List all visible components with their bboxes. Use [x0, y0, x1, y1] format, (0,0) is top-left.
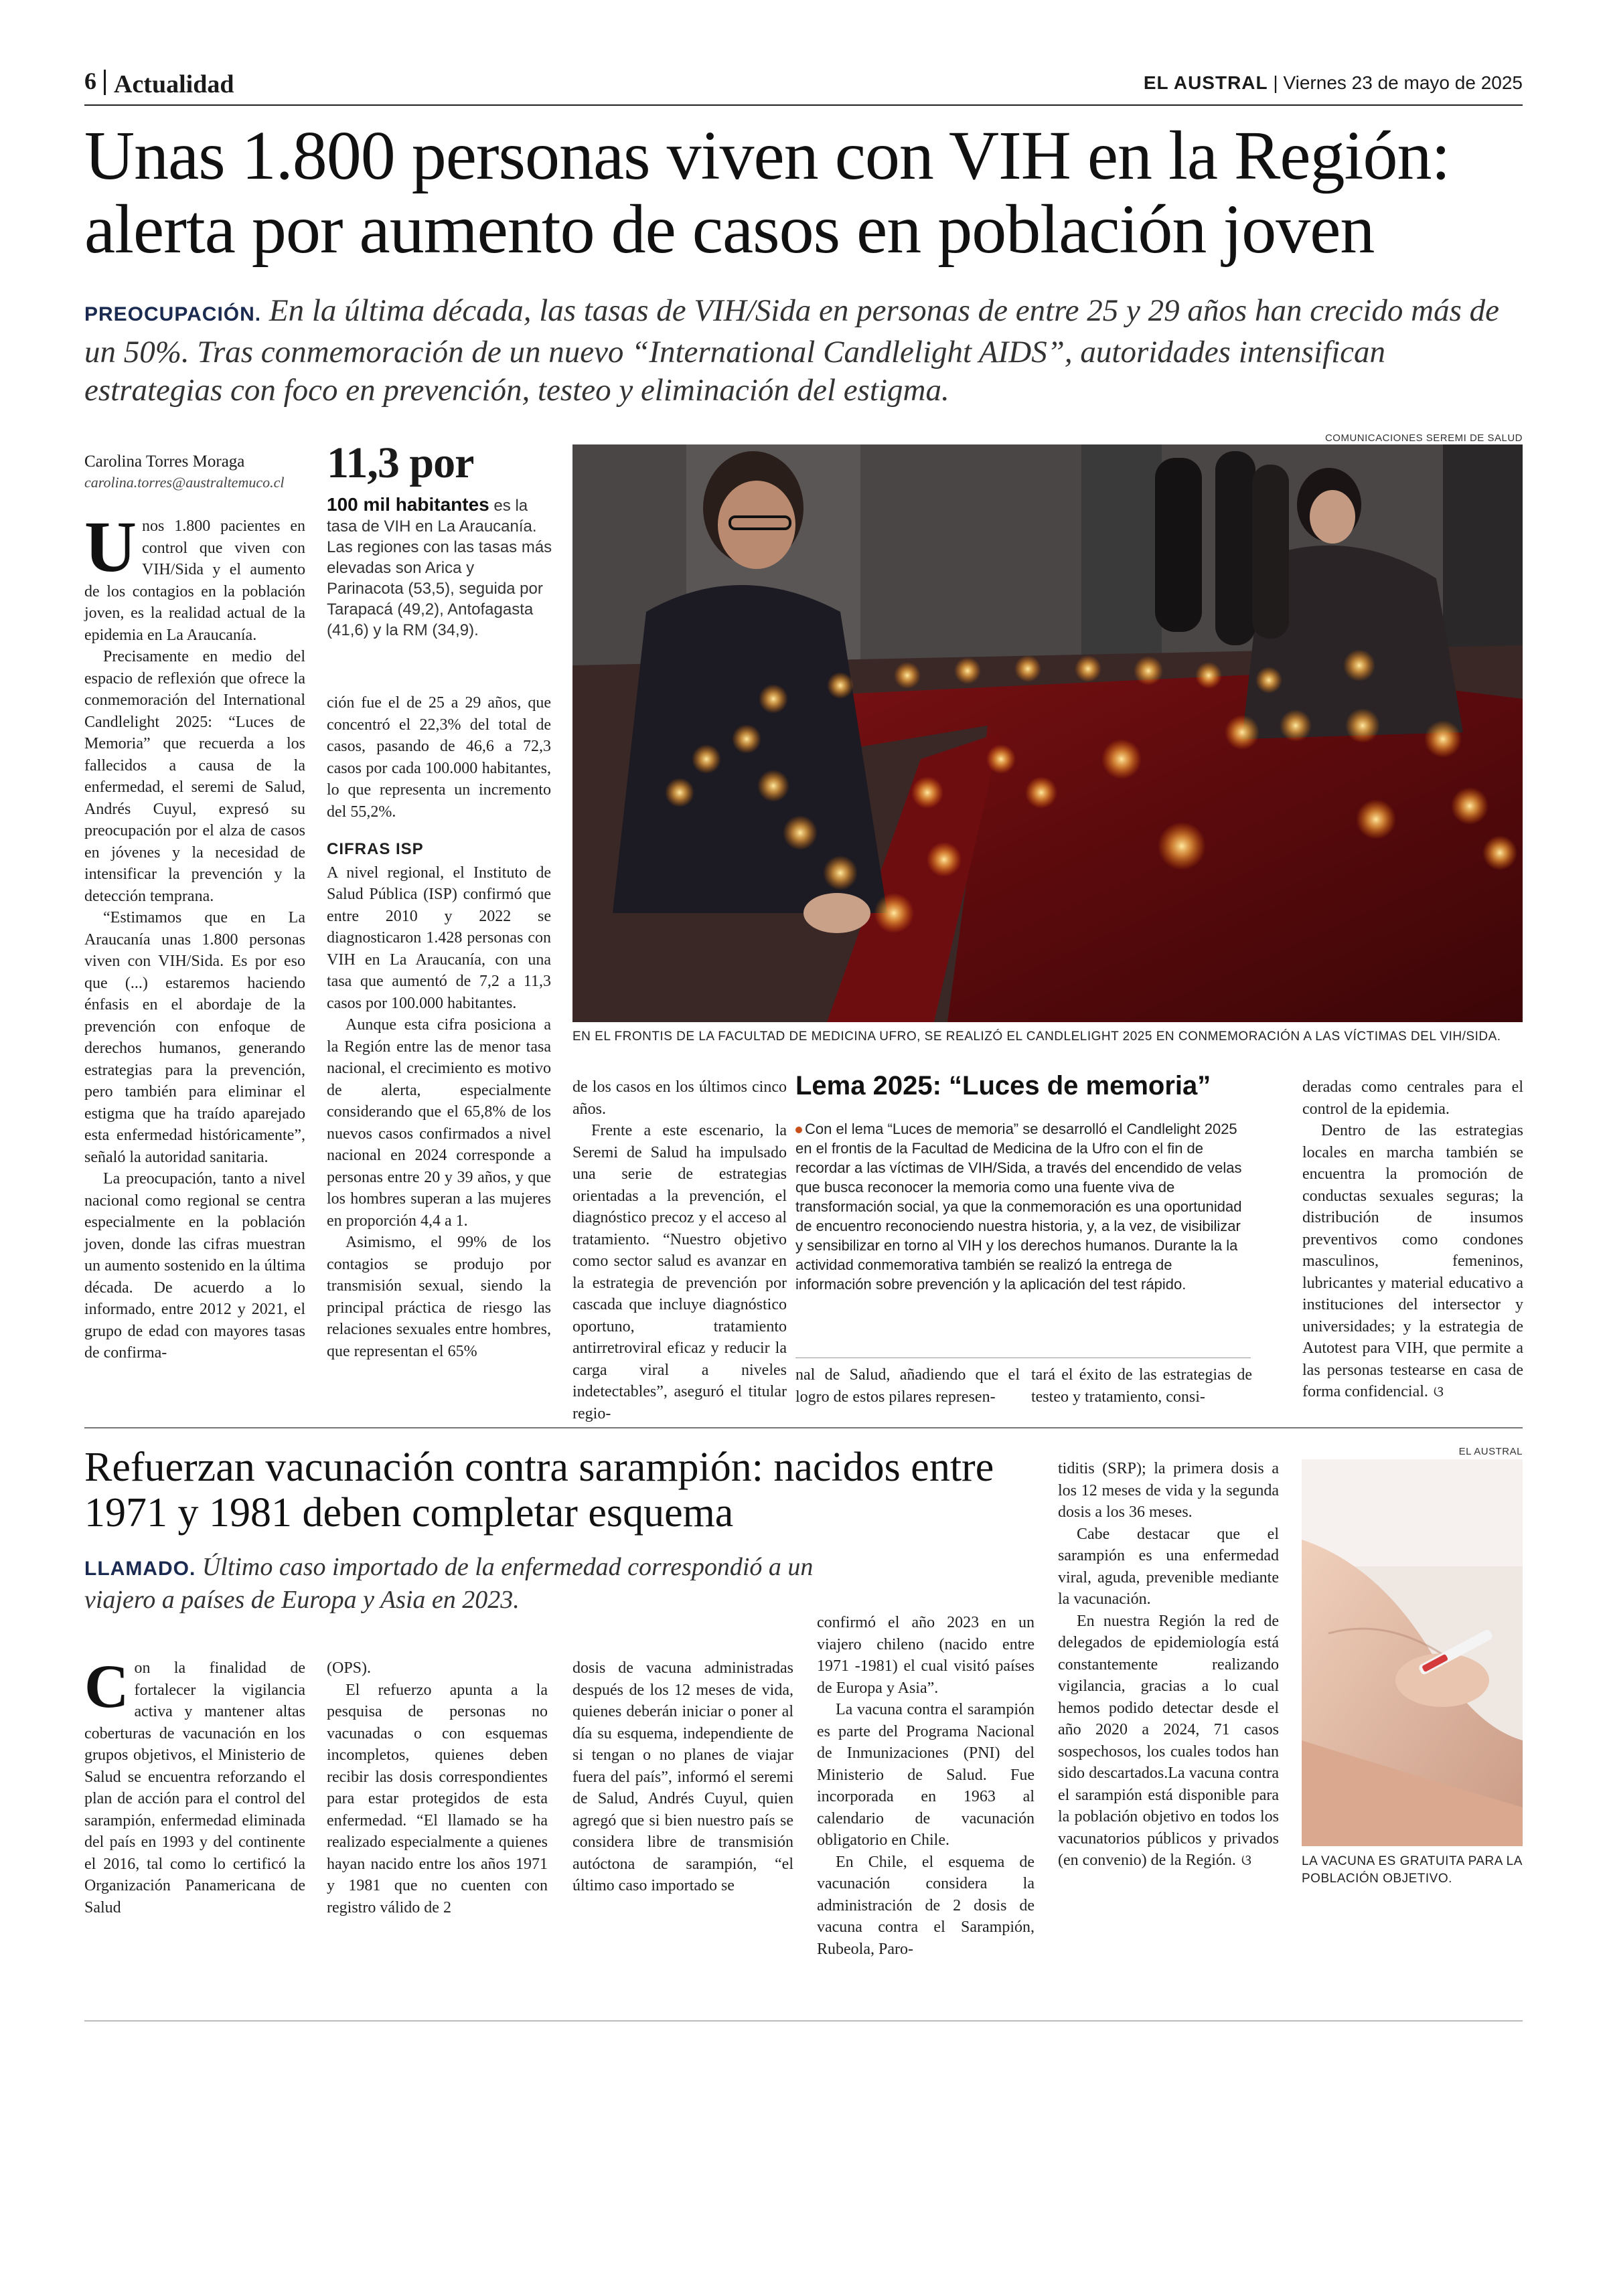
- lead-kicker: PREOCUPACIÓN.: [84, 303, 262, 325]
- page-number: 6: [84, 68, 96, 94]
- paragraph: Con la finalidad de fortalecer la vigilancia activa y mantener altas coberturas de vacunación en los grupos objetivos, el Ministerio de Salud se encuentra reforzando el plan de acción para el control del sarampión, enfermedad eliminada del país en 1993 y del continente el 2016, tal como lo certificó la Organización Panamericana de Salud: [84, 1652, 305, 1916]
- article2-column-5: [1058, 1458, 1279, 1872]
- paragraph: Aunque esta cifra posiciona a la Región entre las de menor tasa nacional, el crecimiento es motivo de alerta, especialmente considerando que el 65,8% de los nuevos casos confirmados a nivel nacional en 2024 corresponde a personas entre 20 y 39 años, y que los hombres superan a las mujeres en proporción 4,4 a 1.: [327, 1016, 551, 1230]
- headline-line-1: Unas 1.800 personas viven con VIH en la Región:: [84, 117, 1450, 194]
- paragraph: nal de Salud, añadiendo que el logro de estos pilares represen-: [795, 1366, 1020, 1406]
- article-lead: [84, 292, 1524, 410]
- paragraph: “Estimamos que en La Araucanía unas 1.800 personas viven con VIH/Sida. Es por eso que (...) estaremos haciendo énfasis en el abordaje de la prevención con enfoque de derechos humanos, generando estrategias para la prevención, pero también para eliminar el estigma que ha traído aparejado esta enfermedad históricamente”, señaló la autoridad sanitaria.: [84, 909, 305, 1166]
- paragraph: En Chile, el esquema de vacunación considera la administración de 2 dosis de vacuna contra el Sarampión, Rubeola, Paro-: [817, 1853, 1035, 1958]
- paragraph: confirmó el año 2023 en un viajero chileno (nacido entre 1971 -1981) el cual visitó países de Europa y Asia”.: [817, 1614, 1035, 1697]
- article1-column-4: [795, 1364, 1020, 1408]
- bottom-rule: [84, 2020, 1523, 2022]
- header-publication-date: [1144, 72, 1523, 94]
- drop-cap: C: [84, 1652, 129, 1720]
- publication-name: EL AUSTRAL: [1143, 72, 1268, 93]
- article-divider: [84, 1427, 1523, 1428]
- paragraph: La preocupación, tanto a nivel nacional como regional se centra especialmente en la población joven, donde las cifras muestran un aumento sostenido en la última década. De acuerdo a lo informado, entre 2012 y 2021, el grupo de edad con mayores tasas de confirma-: [84, 1170, 305, 1362]
- main-headline: [84, 119, 1524, 266]
- paragraph: Cabe destacar que el sarampión es una enfermedad viral, aguda, prevenible mediante la vacunación.: [1058, 1525, 1279, 1608]
- author-name: Carolina Torres Moraga: [84, 453, 245, 471]
- paragraph: dosis de vacuna administradas después de los 12 meses de vida, quienes deberán iniciar o poner al día su esquema, independiente de si tengan o no planes de viajar fuera del país”, informó el seremi de Salud, Andrés Cuyul, quien agregó que si bien nuestro país se considera libre de transmisión autóctona de sarampión, “el último caso importado se: [572, 1659, 793, 1894]
- candlelight-photo-illustration: [572, 444, 1523, 1022]
- header-separator: |: [1273, 72, 1284, 93]
- lema-text: Con el lema “Luces de memoria” se desarrolló el Candlelight 2025 en el frontis de la Facultad de Medicina de la Ufro con el fin de recordar a las víctimas de VIH/Sida, a través del encendido de velas que busca reconocer la memoria como una fuente viva de transformación social, ya que la conmemoración es una oportunidad de encuentro reconociendo nuestra historia, y, a la vez, de visibilizar y sensibilizar en torno al VIH y los derechos humanos. Durante la la actividad conmemorativa también se realizó la entrega de información sobre prevención y la aplicación del test rápido.: [795, 1121, 1242, 1293]
- header-rule: [84, 104, 1523, 106]
- stat-highlight: 100 mil habitantes: [327, 494, 489, 515]
- publication-date: Viernes 23 de mayo de 2025: [1283, 72, 1523, 93]
- headline-line-2: alerta por aumento de casos en población joven: [84, 191, 1375, 268]
- vaccine-photo: [1302, 1459, 1523, 1846]
- lead-text: En la última década, las tasas de VIH/Sida en personas de entre 25 y 29 años han crecido más de un 50%. Tras conmemoración de un nuevo “International Candlelight AIDS”, autoridades intensifican estrategias con foco en prevención, testeo y eliminación del estigma.: [84, 293, 1499, 408]
- article1-column-6: [1302, 1076, 1523, 1404]
- paragraph: Precisamente en medio del espacio de reflexión que ofrece la conmemoración del International Candlelight 2025: “Luces de Memoria” que recuerda a los fallecidos a causa de la enfermedad, el seremi de Salud, Andrés Cuyul, expresó su preocupación por el alza de casos en jóvenes y la necesidad de intensificar la prevención y la detección temprana.: [84, 648, 305, 905]
- subhead-cifras: CIFRAS ISP: [327, 840, 424, 858]
- lead-text-2: Último caso importado de la enfermedad correspondió a un viajero a países de Europa y Asia en 2023.: [84, 1553, 814, 1614]
- candlelight-photo: [572, 444, 1523, 1022]
- article2-column-4: [817, 1612, 1035, 1960]
- paragraph: tiditis (SRP); la primera dosis a los 12 meses de vida y la segunda dosis a los 36 meses.: [1058, 1460, 1279, 1521]
- paragraph: de los casos en los últimos cinco años.: [572, 1078, 787, 1118]
- paragraph: ción fue el de 25 a 29 años, que concentró el 22,3% del total de casos, pasando de 46,6 a 72,3 casos por cada 100.000 habitantes, lo que representa un incremento del 55,2%.: [327, 694, 551, 821]
- paragraph: Asimismo, el 99% de los contagios se produjo por transmisión sexual, siendo la principal práctica de riesgo las relaciones sexuales entre hombres, que representan el 65%: [327, 1234, 551, 1360]
- paragraph: A nivel regional, el Instituto de Salud Pública (ISP) confirmó que entre 2010 y 2022 se diagnosticaron 1.428 personas con VIH en La Araucanía, con una tasa que aumentó de 7,2 a 11,3 casos por 100.000 habitantes.: [327, 864, 551, 1012]
- article1-column-1: [84, 507, 305, 1364]
- article2-column-2: [327, 1657, 548, 1918]
- article1-column-5: [1031, 1364, 1252, 1408]
- bullet-icon: [795, 1127, 802, 1133]
- photo-credit: COMUNICACIONES SEREMI DE SALUD: [1324, 432, 1523, 444]
- drop-cap: U: [84, 507, 137, 587]
- article1-column-3: [572, 1076, 787, 1424]
- author-email: carolina.torres@australtemuco.cl: [84, 474, 285, 491]
- lema-title: Lema 2025: “Luces de memoria”: [795, 1071, 1211, 1100]
- paragraph: (OPS).: [327, 1659, 372, 1677]
- vaccine-photo-illustration: [1302, 1459, 1523, 1846]
- end-mark-icon: ଓ: [1433, 1384, 1444, 1400]
- paragraph: En nuestra Región la red de delegados de epidemiología está constantemente realizando vigilancia, gracias a lo cual hemos podido detectar desde el año 2020 a 2024, 71 casos sospechosos, los cuales todos han sido descartados.La vacuna contra el sarampión está disponible para la población objetivo en todos los vacunatorios públicos y privados (en convenio) de la Región. ଓ: [1058, 1612, 1279, 1869]
- paragraph: Unos 1.800 pacientes en control que viven con VIH/Sida y el aumento de los contagios en la población joven, es la realidad actual de la epidemia en La Araucanía.: [84, 507, 305, 644]
- paragraph: El refuerzo apunta a la pesquisa de personas no vacunadas o con esquemas incompletos, quienes deben recibir las dosis correspondientes para estar protegidos de esta enfermedad. “El llamado se ha realizado especialmente a quienes hayan nacido entre los años 1971 y 1981 que no cuenten con registro válido de 2: [327, 1681, 548, 1916]
- lead-kicker-llamado: LLAMADO.: [84, 1558, 196, 1580]
- paragraph: Dentro de las estrategias locales en marcha también se encuentra la promoción de conductas sexuales seguras; la distribución de insumos preventivos como condones masculinos, femeninos, lubricantes y material educativo a instituciones del intersector y universidades; y la estrategia de Autotest para VIH, que permite a las personas testearse en casa de forma confidencial. ଓ: [1302, 1122, 1523, 1400]
- second-article-lead: [84, 1552, 854, 1615]
- photo2-caption: LA VACUNA ES GRATUITA PARA LA POBLACIÓN OBJETIVO.: [1302, 1854, 1522, 1886]
- article2-column-1: [84, 1652, 305, 1918]
- second-headline: Refuerzan vacunación contra sarampión: nacidos entre 1971 y 1981 deben completar esquema: [84, 1445, 994, 1536]
- article1-column-2: [327, 692, 551, 1362]
- section-name: Actualidad: [114, 70, 234, 98]
- header-divider: [104, 70, 106, 95]
- paragraph: tará el éxito de las estrategias de testeo y tratamiento, consi-: [1031, 1366, 1252, 1406]
- photo2-credit: EL AUSTRAL: [1458, 1446, 1523, 1457]
- paragraph: deradas como centrales para el control de la epidemia.: [1302, 1078, 1523, 1118]
- end-mark-icon: ଓ: [1241, 1852, 1252, 1869]
- photo-caption: EN EL FRONTIS DE LA FACULTAD DE MEDICINA UFRO, SE REALIZÓ EL CANDLELIGHT 2025 EN CONMEMORACIÓN A LAS VÍCTIMAS DEL VIH/SIDA.: [572, 1030, 1501, 1044]
- article2-column-3: [572, 1657, 793, 1897]
- stat-body: es la tasa de VIH en La Araucanía. Las regiones con las tasas más elevadas son Arica y Parinacota (53,5), seguida por Tarapacá (49,2), Antofagasta (41,6) y la RM (34,9).: [327, 497, 552, 639]
- paragraph: Frente a este escenario, la Seremi de Salud ha impulsado una serie de estrategias orientadas a la prevención, el diagnóstico precoz y el acceso al tratamiento. “Nuestro objetivo como sector salud es avanzar en la estrategia de prevención por cascada que incluye diagnóstico oportuno, tratamiento antirretroviral eficaz y reducir la carga viral a niveles indetectables”, aseguró el titular regio-: [572, 1122, 787, 1422]
- stat-figure: 11,3 por: [327, 438, 474, 487]
- stat-description: [327, 494, 554, 641]
- paragraph: La vacuna contra el sarampión es parte del Programa Nacional de Inmunizaciones (PNI) del Ministerio de Salud. Fue incorporada en 1963 al calendario de vacunación obligatorio en Chile.: [817, 1701, 1035, 1849]
- byline: [84, 453, 319, 491]
